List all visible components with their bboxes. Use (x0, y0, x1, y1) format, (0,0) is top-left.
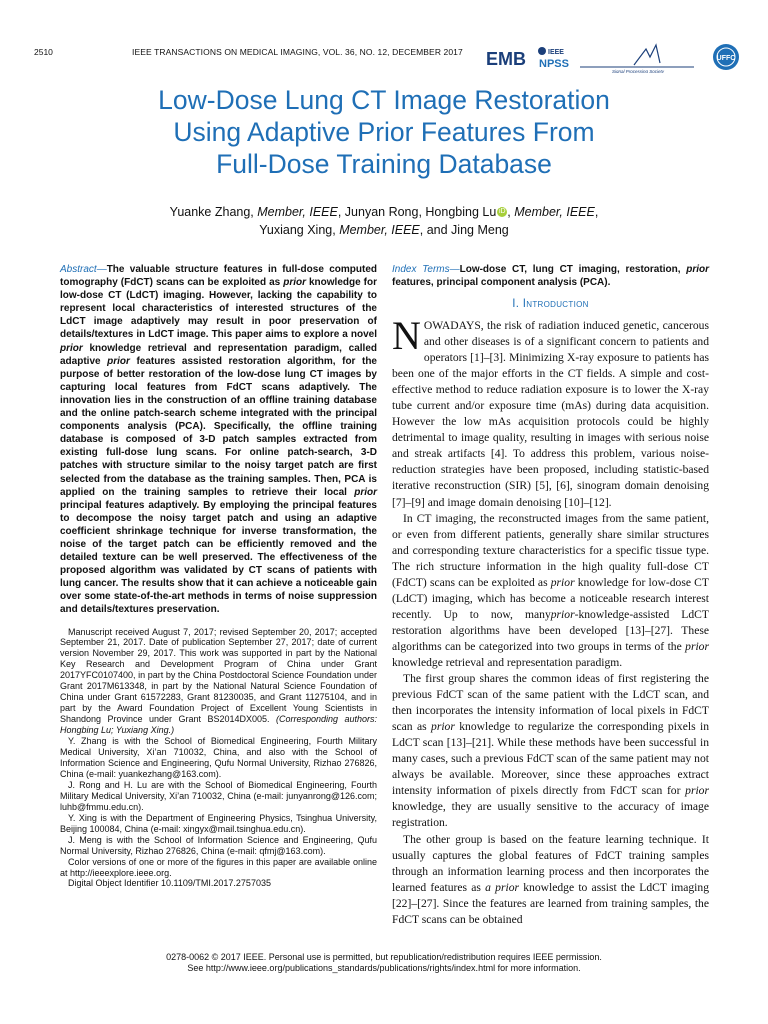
abstract-text: knowledge retrieval and representation paradigm, called adaptive (60, 342, 377, 367)
svg-text:NPSS: NPSS (539, 58, 569, 70)
copyright-line: See http://www.ieee.org/publications_standards/publications/rights/index.html for more information. (187, 963, 581, 973)
footnote-affiliation: J. Meng is with the School of Information Science and Engineering, Qufu Normal University, Rizhao 276826, China (e-mail: qfmj@163.com). (60, 834, 377, 856)
paragraph (392, 832, 709, 928)
paragraph-text: knowledge retrieval and representation paradigm. (392, 655, 623, 669)
abstract-text: The valuable structure features in full-dose computed tomography (FdCT) scans can be exploited as (60, 264, 377, 289)
abstract (60, 263, 377, 617)
paragraph-text: -knowledge-assisted LdCT restoration algorithms have been developed [13]–[27]. These algorithms can be categorized into two groups in terms of the (392, 607, 709, 653)
abstract-text: features assisted restoration algorithm, for the purpose of better restoration of the low-dose lung CT images by capturing local features from FdCT scans adaptively. The innovation lies in the construction of an offline training database and the online patch-search scheme integrated with the principal components analysis (PCA). Specifically, the offline training database is composed of 3-D patch samples extracted from existing full-dose lung scans. For online patch-search, 3-D patches with structure similar to the noisy target patch are first selected from the database as the training samples. Then, PCA is applied on the training samples to retrieve their local (60, 355, 377, 498)
svg-text:IEEE: IEEE (548, 49, 564, 56)
paragraph (392, 671, 709, 831)
left-column (60, 263, 377, 889)
drop-cap: N (392, 313, 421, 358)
copyright-line: 0278-0062 © 2017 IEEE. Personal use is permitted, but republication/redistribution requires IEEE permission. (166, 952, 602, 962)
paragraph-text: knowledge to assist the LdCT imaging [22]–[27]. Since the features are learned from training samples, the FdCT scans can be obtained (392, 880, 709, 926)
orcid-icon[interactable]: iD (498, 208, 506, 215)
member-title: Member, IEEE (257, 205, 338, 219)
member-title: Member, IEEE (339, 223, 420, 237)
emphasis: prior (431, 720, 455, 734)
society-logos-svg (484, 43, 744, 73)
index-terms-text: features, principal component analysis (PCA). (392, 277, 611, 288)
abstract-emphasis: prior (283, 277, 306, 289)
paragraph-text: knowledge for low-dose CT (LdCT) imaging, which has become a noticeable research interest recently. Up to now, many (392, 575, 709, 621)
paper-title (40, 84, 728, 180)
lead-rest: , the risk of radiation induced genetic, cancerous and other diseases is of a significant concern to patients and operators [1]–[3]. Minimizing X-ray exposure to patients has been one of the major efforts in the CT fields. A simple and cost-effective method to reduce radiation exposure is to lower the X-ray tube current and/or exposure time (mAs) during data acquisition. However the low mAs acquisition protocols could be highly detrimental to image quality, resulting in images with serious noise and streak artifacts [4]. To address this problem, various noise-reduction strategies have been proposed, including statistic-based iterative reconstruction (SIR) [5], [6], sinogram domain denoising [7]–[9] and image domain denoising [10]–[12]. (392, 319, 709, 509)
emphasis: prior (685, 784, 709, 798)
svg-text:Signal Processing Society: Signal Processing Society (612, 69, 665, 73)
footnote-affiliation: J. Rong and H. Lu are with the School of Biomedical Engineering, Fourth Military Medical University, Xi’an 710032, China (e-mail: junyanrong@126.com; luhb@fmmu.edu.cn). (60, 779, 377, 812)
ieee-npss-logo (538, 47, 569, 70)
abstract-dash: — (96, 264, 107, 275)
author-text: , Junyan Rong, Hongbing Lu (337, 205, 497, 219)
index-terms-label-text: Index Terms (392, 264, 450, 275)
lead-word: OWADAYS (423, 319, 481, 332)
paragraph (392, 511, 709, 671)
emphasis: a prior (485, 880, 519, 894)
abstract-text: knowledge for low-dose CT (LdCT) imaging. However, lacking the capability to represent local characteristics of interested structures of the LdCT image adaptively may result in poor preservation of details/textures in LdCT image. This paper aims to explore a novel (60, 277, 377, 341)
index-terms-text: Low-dose CT, lung CT imaging, restoration, (459, 264, 687, 275)
emphasis: prior (550, 607, 575, 621)
paragraph-text: The other group is based on the feature learning technique. It usually captures the global features of FdCT training samples through an information learning process and then incorporates the learned features as (392, 832, 709, 894)
author-text: , and Jing Meng (419, 223, 509, 237)
paragraph (392, 313, 709, 511)
corresponding-authors: (Corresponding authors: Hongbing Lu; Yuxiang Xing.) (60, 714, 377, 736)
signal-processing-society-logo (580, 45, 694, 73)
author-text: , (594, 205, 599, 219)
paragraph-text: In CT imaging, the reconstructed images from the same patient, or even from different patients, generally share similar structures and corresponding texture characteristics for a specific tissue type. The rich structure information in the high quality full-dose CT (FdCT) scans can be exploited as (392, 511, 709, 589)
emb-logo: EMB (486, 49, 526, 69)
footnote-text: Manuscript received August 7, 2017; revised September 20, 2017; accepted September 21, 2017. Date of publication September 27, 2017; date of current version November 29, 2017. This work was supported in part by the National Key Research and Development Program of China under Grant 2017YFC0107400, in part by the China Postdoctoral Science Foundation under Grant 2017M613348, in part by the National Natural Science Foundation of China under Grant 61572283, Grant 81230035, and Grant 11275104, and in part by the Award Foundation Project of Excellent Young Scientists in Shandong Province under Grant BS2014DX005. (60, 626, 377, 725)
footnote-color-versions: Color versions of one or more of the figures in this paper are available online at http://ieeexplore.ieee.org. (60, 856, 377, 878)
abstract-text: principal features adaptively. By employing the principal features to decompose the noisy target patch and using an adaptive coefficient shrinkage technique for inverse transformation, the noise of the target patch can be efficiently removed and the detailed texture can be well preserved. The effectiveness of the proposed algorithm was validated by CT scans of patients with lung cancer. The results show that it can achieve a noticeable gain over some state-of-the-art methods in terms of noise suppression and details/textures preservation. (60, 499, 377, 616)
author-text: Yuanke Zhang, (169, 205, 258, 219)
title-line: Full-Dose Training Database (216, 149, 552, 179)
footnotes (60, 627, 377, 890)
abstract-emphasis: prior (60, 342, 83, 354)
footnote-affiliation: Y. Xing is with the Department of Engineering Physics, Tsinghua University, Beijing 100084, China (e-mail: xingyx@mail.tsinghua.edu.cn). (60, 812, 377, 834)
uffc-logo (713, 44, 739, 70)
author-text: , (507, 205, 515, 219)
paragraph-text: knowledge, they are usually sensitive to the accuracy of image registration. (392, 800, 709, 830)
author-line (40, 221, 728, 239)
paragraph-text: The first group shares the common ideas of first registering the previous FdCT scan of the same patient with the LdCT scan, and then incorporates the intensity information of local pixels in FdCT scan as (392, 672, 709, 734)
journal-name: IEEE TRANSACTIONS ON MEDICAL IMAGING, VOL. 36, NO. 12, DECEMBER 2017 (132, 47, 463, 57)
author-list (40, 203, 728, 239)
page-header (34, 43, 734, 73)
abstract-emphasis: prior (107, 355, 130, 367)
index-terms-dash: — (449, 264, 460, 275)
index-terms-emphasis: prior (686, 264, 709, 275)
introduction-body (392, 313, 709, 928)
section-heading (392, 298, 709, 310)
society-logos (484, 43, 744, 73)
index-terms-label (392, 264, 460, 275)
title-line: Low-Dose Lung CT Image Restoration (158, 85, 610, 115)
footnote-manuscript (60, 627, 377, 737)
footnote-affiliation: Y. Zhang is with the School of Biomedical Engineering, Fourth Military Medical University, Xi’an 710032, China, and also with the School of Information Science and Engineering, Qufu Normal University, Rizhao 276826, China (e-mail: yuankezhang@163.com). (60, 736, 377, 779)
section-title: Introduction (522, 298, 589, 310)
author-text: Yuxiang Xing, (259, 223, 340, 237)
abstract-label (60, 264, 107, 275)
footnote-doi: Digital Object Identifier 10.1109/TMI.2017.2757035 (68, 878, 271, 889)
emphasis: prior (550, 575, 575, 589)
author-line (40, 203, 728, 221)
svg-text:UFFC: UFFC (716, 55, 736, 62)
page-number: 2510 (34, 47, 53, 57)
abstract-emphasis: prior (354, 486, 377, 498)
section-number: I. (512, 298, 523, 310)
title-line: Using Adaptive Prior Features From (173, 117, 595, 147)
abstract-label-text: Abstract (60, 264, 97, 275)
paragraph-text: knowledge to regularize the corresponding pixels in LdCT scan [13]–[21]. While these methods have been successful in many cases, such a previous FdCT scan of the same patient may not always be available. Moreover, since these approaches extract intensity information of pixels directly from FdCT scan for (392, 720, 709, 798)
right-column (392, 263, 709, 928)
emphasis: prior (685, 639, 709, 653)
index-terms (392, 263, 709, 289)
paragraph-text (392, 313, 709, 509)
member-title: Member, IEEE (514, 205, 595, 219)
copyright-notice (60, 952, 708, 974)
